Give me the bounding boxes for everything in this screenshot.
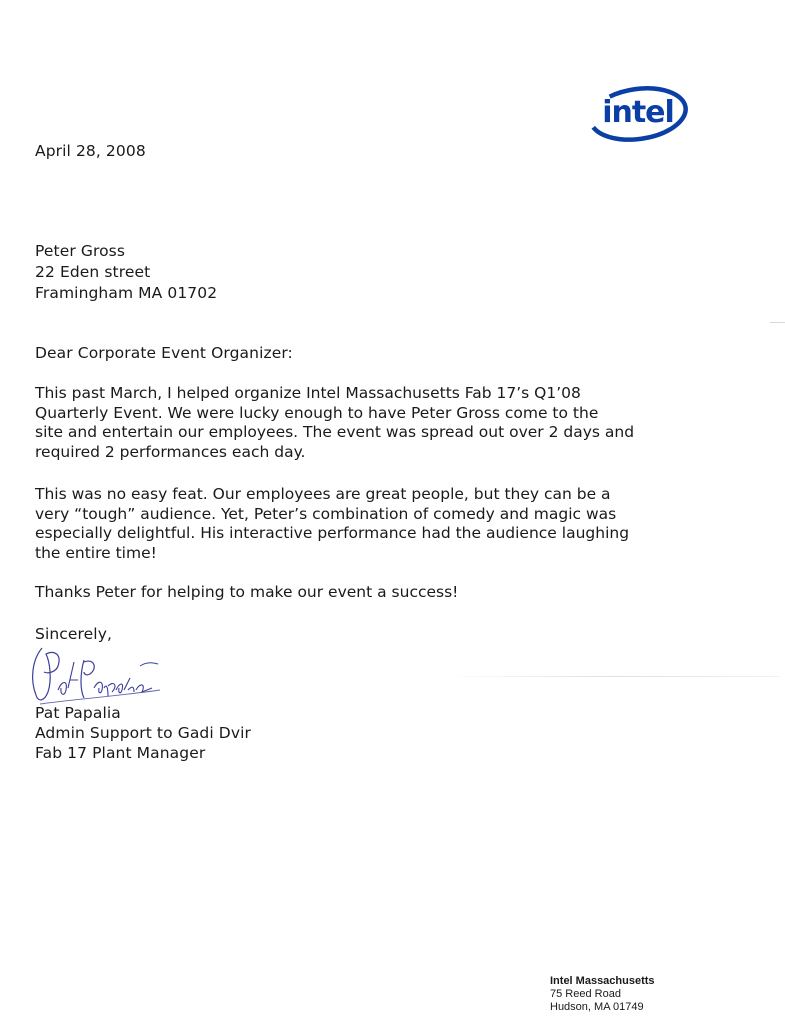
recipient-city: Framingham MA 01702 <box>35 284 218 302</box>
paragraph-line: This was no easy feat. Our employees are great people, but they can be a <box>35 485 611 503</box>
letter-date: April 28, 2008 <box>35 142 146 160</box>
footer-city: Hudson, MA 01749 <box>550 1001 644 1013</box>
paragraph-line: required 2 performances each day. <box>35 442 306 461</box>
paragraph-2 <box>35 485 715 563</box>
salutation: Dear Corporate Event Organizer: <box>35 344 293 362</box>
recipient-name: Peter Gross <box>35 242 126 260</box>
paragraph-line: site and entertain our employees. The event was spread out over 2 days and <box>35 423 635 441</box>
paragraph-line: the entire time! <box>35 543 157 562</box>
intel-logo <box>586 82 690 146</box>
paragraph-line: Quarterly Event. We were lucky enough to have Peter Gross come to the <box>35 403 599 422</box>
paragraph-line: This past March, I helped organize Intel Massachusetts Fab 17’s Q1’08 <box>35 384 581 402</box>
sender-name: Pat Papalia <box>35 704 121 722</box>
paragraph-line: Thanks Peter for helping to make our event a success! <box>35 583 459 601</box>
paragraph-1 <box>35 384 715 462</box>
footer-company: Intel Massachusetts <box>550 975 655 987</box>
scan-artifact <box>440 676 780 677</box>
sender-title-2: Fab 17 Plant Manager <box>35 744 206 762</box>
sender-title-1: Admin Support to Gadi Dvir <box>35 724 251 742</box>
recipient-street: 22 Eden street <box>35 263 151 281</box>
paragraph-line: especially delightful. His interactive performance had the audience laughing <box>35 524 630 542</box>
handwritten-signature <box>28 640 168 710</box>
intel-logo-wordmark: intel <box>602 95 674 130</box>
footer-street: 75 Reed Road <box>550 988 621 1000</box>
closing: Sincerely, <box>35 625 113 643</box>
paragraph-line: very “tough” audience. Yet, Peter’s combination of comedy and magic was <box>35 504 617 523</box>
paragraph-3 <box>35 583 715 603</box>
letterhead-footer <box>550 975 655 1014</box>
scan-artifact <box>770 322 785 323</box>
